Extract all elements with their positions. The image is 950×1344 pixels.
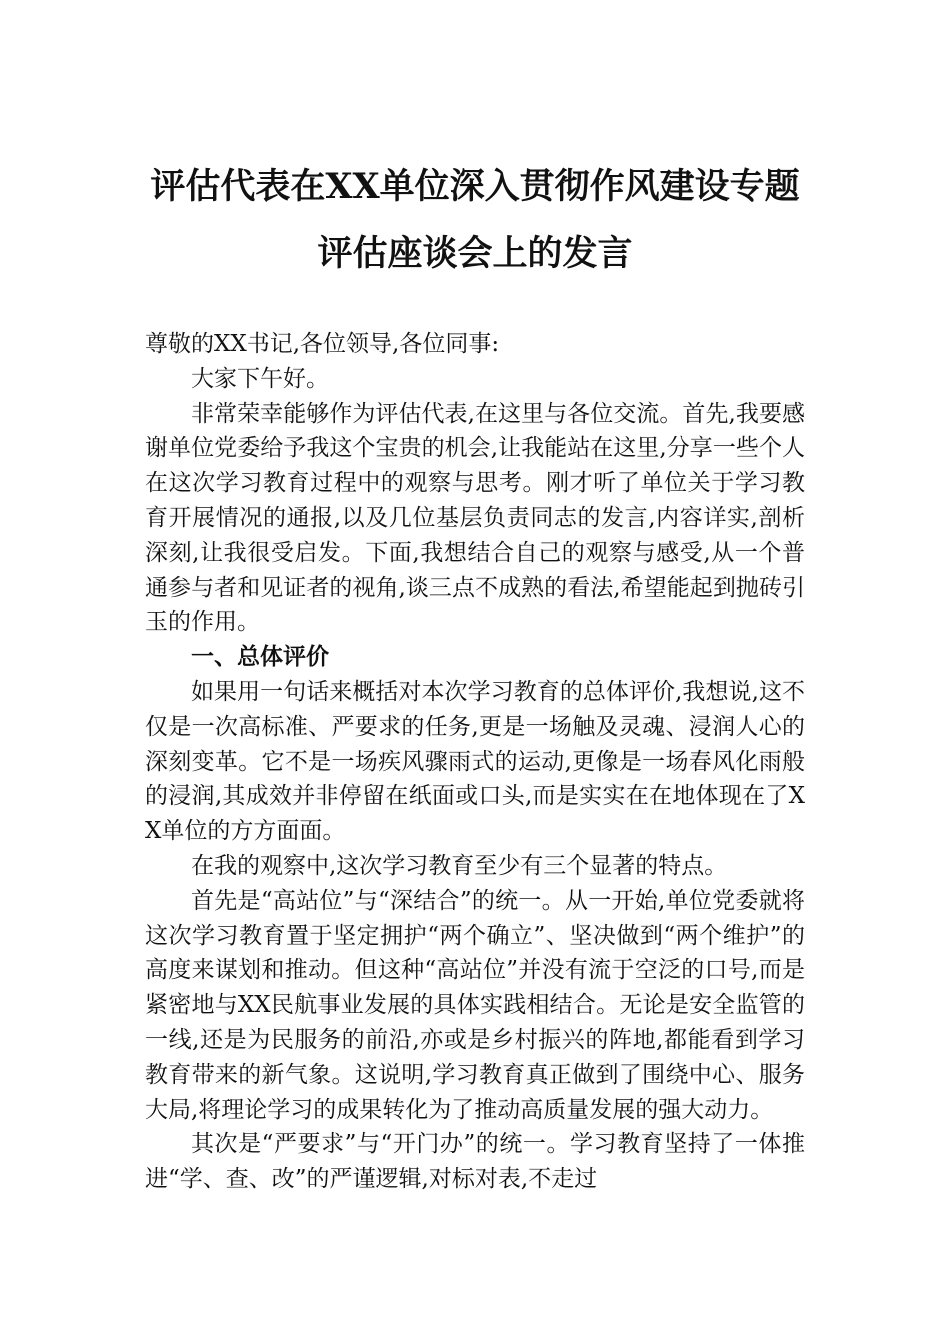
document-body — [145, 327, 805, 1197]
intro-paragraph: 非常荣幸能够作为评估代表,在这里与各位交流。首先,我要感谢单位党委给予我这个宝贵的机会,让我能站在这里,分享一些个人在这次学习教育过程中的观察与思考。刚才听了单位关于学习教育开展情况的通报,以及几位基层负责同志的发言,内容详实,剖析深刻,让我很受启发。下面,我想结合自己的观察与感受,从一个普通参与者和见证者的视角,谈三点不成熟的看法,希望能起到抛砖引玉的作用。 — [145, 400, 805, 636]
section1-paragraph-1: 如果用一句话来概括对本次学习教育的总体评价,我想说,这不仅是一次高标准、严要求的任务,更是一场触及灵魂、浸润人心的深刻变革。它不是一场疾风骤雨式的运动,更像是一场春风化雨般的浸润,其成效并非停留在纸面或口头,而是实实在在地体现在了XX单位的方方面面。 — [145, 678, 805, 845]
section1-paragraph-3: 首先是“高站位”与“深结合”的统一。从一开始,单位党委就将这次学习教育置于坚定拥护“两个确立”、坚决做到“两个维护”的高度来谋划和推动。但这种“高站位”并没有流于空泛的口号,而是紧密地与XX民航事业发展的具体实践相结合。无论是安全监管的一线,还是为民服务的前沿,亦或是乡村振兴的阵地,都能看到学习教育带来的新气象。这说明,学习教育真正做到了围绕中心、服务大局,将理论学习的成果转化为了推动高质量发展的强大动力。 — [145, 887, 805, 1123]
salutation: 尊敬的XX书记,各位领导,各位同事: — [145, 331, 500, 357]
document-title-line-2: 评估座谈会上的发言 — [317, 233, 633, 274]
section-heading-1: 一、总体评价 — [191, 644, 329, 671]
greeting: 大家下午好。 — [191, 365, 329, 392]
section1-paragraph-4: 其次是“严要求”与“开门办”的统一。学习教育坚持了一体推进“学、查、改”的严谨逻辑,对标对表,不走过 — [145, 1131, 805, 1193]
document-title-line-1: 评估代表在XX单位深入贯彻作风建设专题 — [150, 166, 800, 207]
section1-paragraph-2: 在我的观察中,这次学习教育至少有三个显著的特点。 — [191, 852, 728, 879]
